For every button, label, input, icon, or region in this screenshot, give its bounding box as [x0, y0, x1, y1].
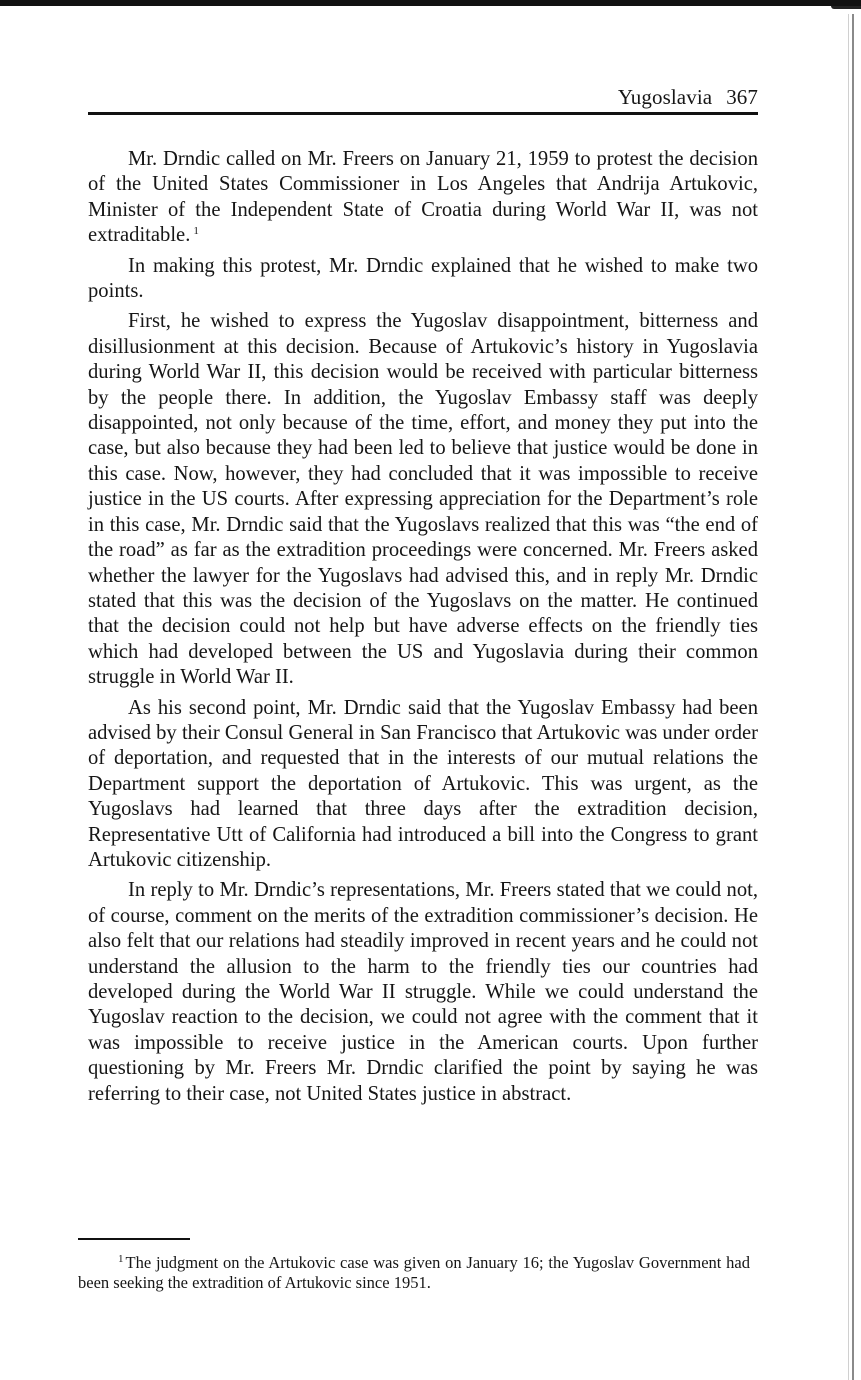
body-text [88, 147, 758, 1112]
footnote-1 [78, 1253, 750, 1293]
running-head-title: Yugoslavia [617, 85, 713, 109]
scan-right-edge-shadow [848, 14, 849, 1380]
footnote-reference[interactable]: 1 [193, 225, 199, 238]
scan-right-edge [852, 14, 854, 1380]
paragraph-3: First, he wished to express the Yugoslav disappointment, bitterness and disillusionment at this decision. Because of Artukovic’s history in Yugoslavia during World War II, this decision would be received with particular bitterness by the people there. In addition, the Yugoslav Embassy staff was deeply disappointed, not only because of the time, effort, and money they put into the case, but also because they had been led to believe that justice would be done in this case. Now, however, they had concluded that it was impossible to receive justice in the US courts. After expressing appreciation for the Department’s role in this case, Mr. Drndic said that the Yugoslavs realized that this was “the end of the road” as far as the extradition proceedings were concerned. Mr. Freers asked whether the lawyer for the Yugoslavs had advised this, and in reply Mr. Drndic stated that this was the decision of the Yugoslavs on the matter. He continued that the decision could not help but have adverse effects on the friendly ties which had developed between the US and Yugoslavia during their common struggle in World War II. [88, 310, 758, 689]
header-rule [88, 112, 758, 115]
paragraph-5: In reply to Mr. Drndic’s representations, Mr. Freers stated that we could not, of course, comment on the merits of the extradition commissioner’s decision. He also felt that our relations had steadily improved in recent years and he could not understand the allusion to the harm to the friendly ties our countries had developed during the World War II struggle. While we could understand the Yugoslav reaction to the decision, we could not agree with the comment that it was impossible to receive justice in the American courts. Upon further questioning by Mr. Freers Mr. Drndic clarified the point by saying he was referring to their case, not United States justice in abstract. [88, 879, 758, 1105]
running-head [88, 84, 758, 110]
paragraph-2: In making this protest, Mr. Drndic explained that he wished to make two points. [88, 254, 758, 303]
footnote-text: The judgment on the Artukovic case was given on January 16; the Yugoslav Government had been seeking the extradition of Artukovic since 1951. [78, 1253, 750, 1292]
scan-top-edge [0, 0, 861, 6]
paragraph-4: As his second point, Mr. Drndic said that the Yugoslav Embassy had been advised by their Consul General in San Francisco that Artukovic was under order of deportation, and requested that in the interests of our mutual relations the Department support the deportation of Artukovic. This was urgent, as the Yugoslavs had learned that three days after the extradition decision, Representative Utt of California had introduced a bill into the Congress to grant Artukovic citizenship. [88, 696, 758, 871]
paragraph-1 [88, 147, 758, 249]
footnote-marker: 1 [118, 1253, 124, 1265]
page-number: 367 [726, 85, 758, 109]
footnote-rule [78, 1238, 190, 1240]
paragraph-text: Mr. Drndic called on Mr. Freers on January 21, 1959 to protest the decision of the United States Commissioner in Los Angeles that Andrija Artukovic, Minister of the Independent State of Croatia during World War II, was not extraditable. [88, 148, 758, 247]
